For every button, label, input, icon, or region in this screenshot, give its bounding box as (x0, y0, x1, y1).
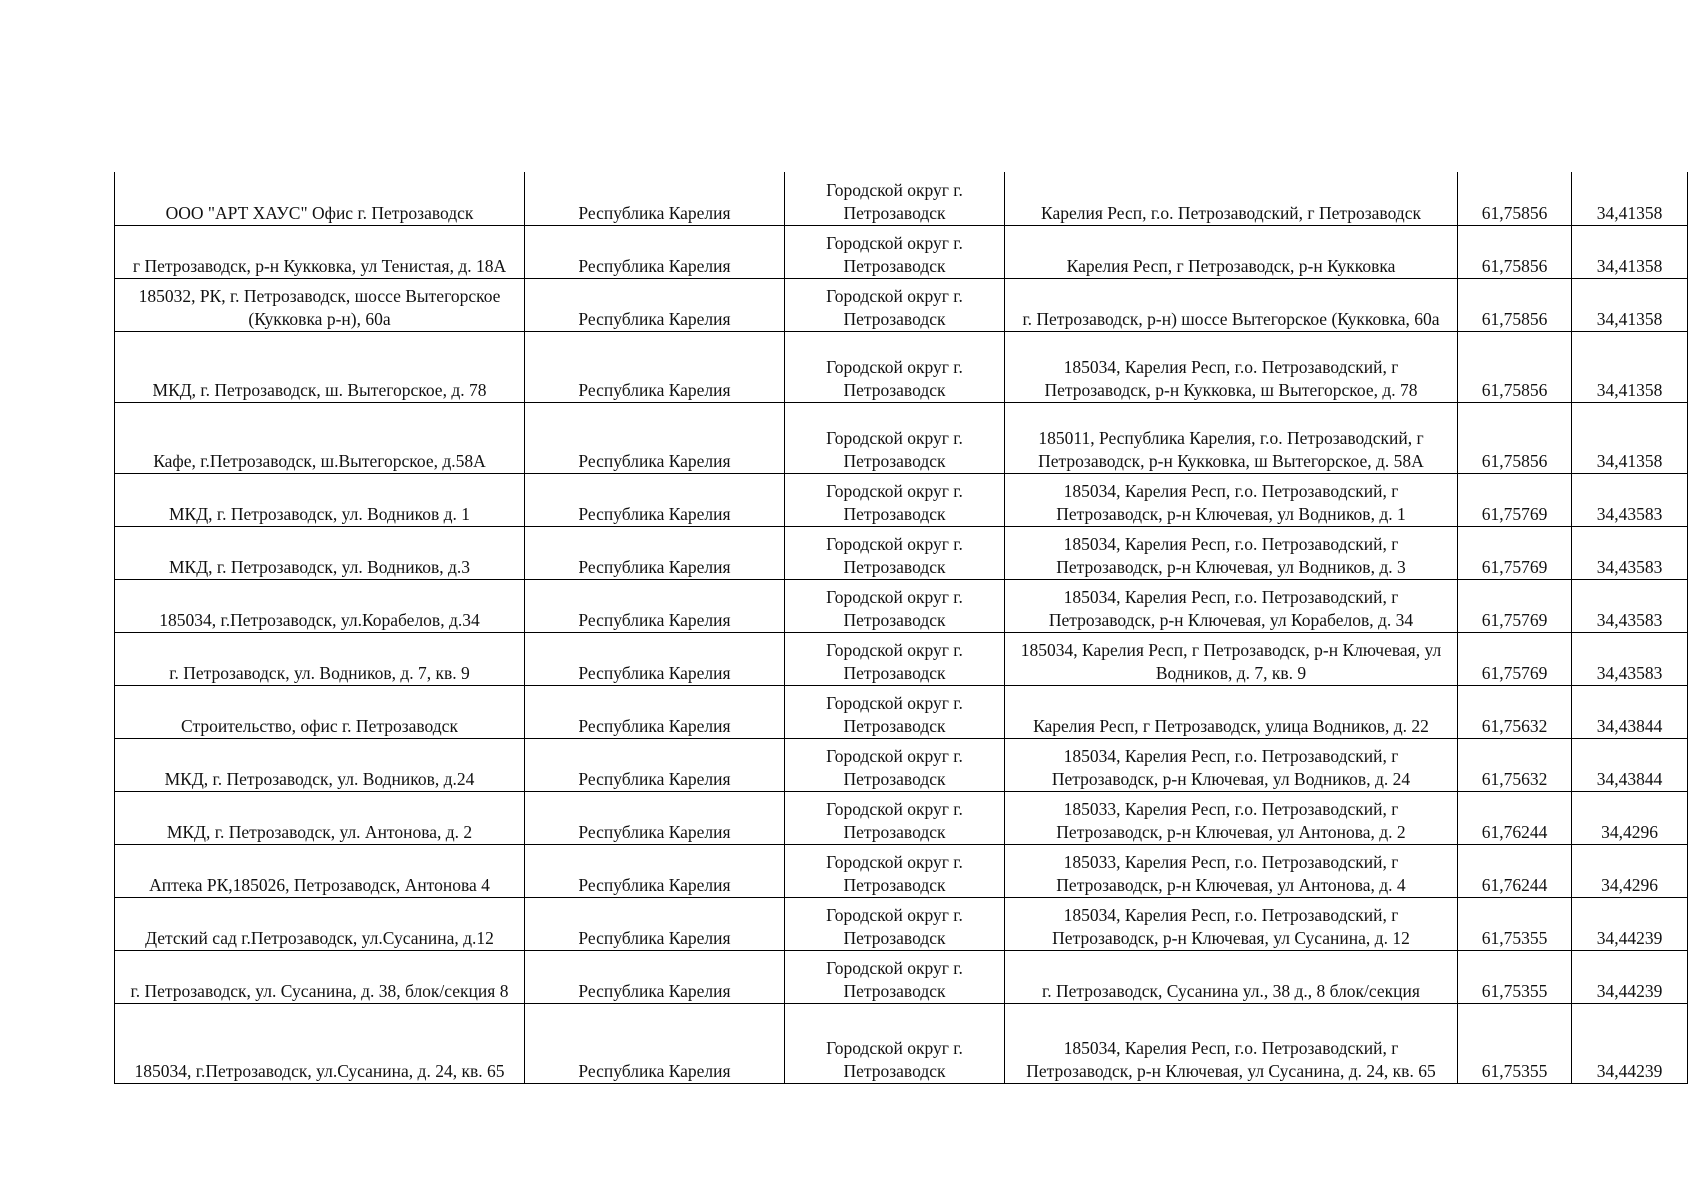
table-row (115, 278, 1688, 331)
cell-district: Городской округ г. Петрозаводск (785, 278, 1005, 331)
cell-address: Карелия Респ, г Петрозаводск, р-н Кукковка (1005, 225, 1458, 278)
cell-address: 185034, Карелия Респ, г.о. Петрозаводский, г Петрозаводск, р-н Кукковка, ш Вытегорское, д. 78 (1005, 331, 1458, 402)
cell-longitude: 34,44239 (1572, 897, 1688, 950)
cell-object-name: г. Петрозаводск, ул. Водников, д. 7, кв. 9 (115, 632, 525, 685)
cell-region: Республика Карелия (525, 331, 785, 402)
table-row (115, 685, 1688, 738)
cell-latitude: 61,75355 (1458, 1003, 1572, 1083)
table-row (115, 526, 1688, 579)
cell-longitude: 34,44239 (1572, 1003, 1688, 1083)
cell-region: Республика Карелия (525, 172, 785, 225)
cell-longitude: 34,43844 (1572, 685, 1688, 738)
cell-longitude: 34,41358 (1572, 278, 1688, 331)
table-row (115, 897, 1688, 950)
cell-longitude: 34,41358 (1572, 331, 1688, 402)
cell-object-name: МКД, г. Петрозаводск, ул. Водников, д.3 (115, 526, 525, 579)
cell-object-name: Кафе, г.Петрозаводск, ш.Вытегорское, д.58А (115, 402, 525, 473)
cell-longitude: 34,43844 (1572, 738, 1688, 791)
cell-region: Республика Карелия (525, 402, 785, 473)
table-row (115, 1003, 1688, 1083)
cell-latitude: 61,76244 (1458, 844, 1572, 897)
cell-longitude: 34,43583 (1572, 473, 1688, 526)
table-row (115, 225, 1688, 278)
cell-latitude: 61,76244 (1458, 791, 1572, 844)
cell-region: Республика Карелия (525, 685, 785, 738)
cell-object-name: МКД, г. Петрозаводск, ул. Антонова, д. 2 (115, 791, 525, 844)
table-row (115, 172, 1688, 225)
cell-latitude: 61,75769 (1458, 579, 1572, 632)
cell-object-name: 185032, РК, г. Петрозаводск, шоссе Вытегорское (Кукковка р-н), 60а (115, 278, 525, 331)
cell-object-name: МКД, г. Петрозаводск, ш. Вытегорское, д. 78 (115, 331, 525, 402)
addresses-table (114, 172, 1688, 1084)
cell-object-name: МКД, г. Петрозаводск, ул. Водников д. 1 (115, 473, 525, 526)
cell-region: Республика Карелия (525, 950, 785, 1003)
cell-object-name: 185034, г.Петрозаводск, ул.Корабелов, д.34 (115, 579, 525, 632)
cell-region: Республика Карелия (525, 526, 785, 579)
cell-district: Городской округ г. Петрозаводск (785, 473, 1005, 526)
cell-latitude: 61,75856 (1458, 402, 1572, 473)
cell-latitude: 61,75856 (1458, 225, 1572, 278)
cell-district: Городской округ г. Петрозаводск (785, 225, 1005, 278)
cell-longitude: 34,41358 (1572, 402, 1688, 473)
cell-region: Республика Карелия (525, 791, 785, 844)
cell-longitude: 34,41358 (1572, 172, 1688, 225)
table-row (115, 738, 1688, 791)
cell-address: 185033, Карелия Респ, г.о. Петрозаводский, г Петрозаводск, р-н Ключевая, ул Антонова, д. 2 (1005, 791, 1458, 844)
cell-object-name: г. Петрозаводск, ул. Сусанина, д. 38, блок/секция 8 (115, 950, 525, 1003)
cell-object-name: г Петрозаводск, р-н Кукковка, ул Тенистая, д. 18А (115, 225, 525, 278)
table-row (115, 402, 1688, 473)
table-row (115, 791, 1688, 844)
cell-district: Городской округ г. Петрозаводск (785, 685, 1005, 738)
table-row (115, 632, 1688, 685)
cell-address: 185034, Карелия Респ, г.о. Петрозаводский, г Петрозаводск, р-н Ключевая, ул Водников, д. 3 (1005, 526, 1458, 579)
cell-address: 185011, Республика Карелия, г.о. Петрозаводский, г Петрозаводск, р-н Кукковка, ш Вытегорское, д. 58А (1005, 402, 1458, 473)
table-row (115, 844, 1688, 897)
cell-object-name: Строительство, офис г. Петрозаводск (115, 685, 525, 738)
cell-region: Республика Карелия (525, 473, 785, 526)
cell-address: 185034, Карелия Респ, г.о. Петрозаводский, г Петрозаводск, р-н Ключевая, ул Водников, д. 1 (1005, 473, 1458, 526)
cell-object-name: Аптека РК,185026, Петрозаводск, Антонова 4 (115, 844, 525, 897)
cell-address: 185034, Карелия Респ, г.о. Петрозаводский, г Петрозаводск, р-н Ключевая, ул Корабелов, д. 34 (1005, 579, 1458, 632)
table-row (115, 950, 1688, 1003)
cell-address: 185034, Карелия Респ, г Петрозаводск, р-н Ключевая, ул Водников, д. 7, кв. 9 (1005, 632, 1458, 685)
cell-object-name: 185034, г.Петрозаводск, ул.Сусанина, д. 24, кв. 65 (115, 1003, 525, 1083)
cell-object-name: МКД, г. Петрозаводск, ул. Водников, д.24 (115, 738, 525, 791)
cell-region: Республика Карелия (525, 225, 785, 278)
cell-district: Городской округ г. Петрозаводск (785, 1003, 1005, 1083)
cell-longitude: 34,4296 (1572, 844, 1688, 897)
cell-address: г. Петрозаводск, р-н) шоссе Вытегорское (Кукковка, 60а (1005, 278, 1458, 331)
cell-longitude: 34,43583 (1572, 579, 1688, 632)
cell-latitude: 61,75355 (1458, 897, 1572, 950)
table-row (115, 579, 1688, 632)
cell-latitude: 61,75856 (1458, 278, 1572, 331)
cell-region: Республика Карелия (525, 632, 785, 685)
cell-longitude: 34,41358 (1572, 225, 1688, 278)
cell-address: 185033, Карелия Респ, г.о. Петрозаводский, г Петрозаводск, р-н Ключевая, ул Антонова, д. 4 (1005, 844, 1458, 897)
cell-district: Городской округ г. Петрозаводск (785, 897, 1005, 950)
cell-district: Городской округ г. Петрозаводск (785, 791, 1005, 844)
cell-longitude: 34,44239 (1572, 950, 1688, 1003)
cell-latitude: 61,75856 (1458, 331, 1572, 402)
cell-region: Республика Карелия (525, 1003, 785, 1083)
cell-address: 185034, Карелия Респ, г.о. Петрозаводский, г Петрозаводск, р-н Ключевая, ул Сусанина, д. 24, кв. 65 (1005, 1003, 1458, 1083)
cell-address: Карелия Респ, г.о. Петрозаводский, г Петрозаводск (1005, 172, 1458, 225)
cell-address: 185034, Карелия Респ, г.о. Петрозаводский, г Петрозаводск, р-н Ключевая, ул Сусанина, д. 12 (1005, 897, 1458, 950)
cell-longitude: 34,43583 (1572, 526, 1688, 579)
cell-region: Республика Карелия (525, 579, 785, 632)
cell-latitude: 61,75856 (1458, 172, 1572, 225)
cell-district: Городской округ г. Петрозаводск (785, 844, 1005, 897)
cell-latitude: 61,75769 (1458, 526, 1572, 579)
cell-region: Республика Карелия (525, 278, 785, 331)
table-row (115, 331, 1688, 402)
cell-address: г. Петрозаводск, Сусанина ул., 38 д., 8 блок/секция (1005, 950, 1458, 1003)
cell-district: Городской округ г. Петрозаводск (785, 331, 1005, 402)
cell-object-name: Детский сад г.Петрозаводск, ул.Сусанина, д.12 (115, 897, 525, 950)
cell-region: Республика Карелия (525, 897, 785, 950)
cell-latitude: 61,75769 (1458, 473, 1572, 526)
cell-latitude: 61,75632 (1458, 738, 1572, 791)
table-row (115, 473, 1688, 526)
cell-region: Республика Карелия (525, 844, 785, 897)
cell-district: Городской округ г. Петрозаводск (785, 402, 1005, 473)
cell-address: 185034, Карелия Респ, г.о. Петрозаводский, г Петрозаводск, р-н Ключевая, ул Водников, д. 24 (1005, 738, 1458, 791)
cell-longitude: 34,4296 (1572, 791, 1688, 844)
cell-district: Городской округ г. Петрозаводск (785, 579, 1005, 632)
cell-latitude: 61,75769 (1458, 632, 1572, 685)
cell-address: Карелия Респ, г Петрозаводск, улица Водников, д. 22 (1005, 685, 1458, 738)
cell-district: Городской округ г. Петрозаводск (785, 950, 1005, 1003)
cell-object-name: ООО "АРТ ХАУС" Офис г. Петрозаводск (115, 172, 525, 225)
table-body (115, 172, 1688, 1083)
cell-latitude: 61,75355 (1458, 950, 1572, 1003)
cell-latitude: 61,75632 (1458, 685, 1572, 738)
cell-district: Городской округ г. Петрозаводск (785, 526, 1005, 579)
cell-district: Городской округ г. Петрозаводск (785, 738, 1005, 791)
cell-district: Городской округ г. Петрозаводск (785, 632, 1005, 685)
cell-longitude: 34,43583 (1572, 632, 1688, 685)
cell-region: Республика Карелия (525, 738, 785, 791)
cell-district: Городской округ г. Петрозаводск (785, 172, 1005, 225)
